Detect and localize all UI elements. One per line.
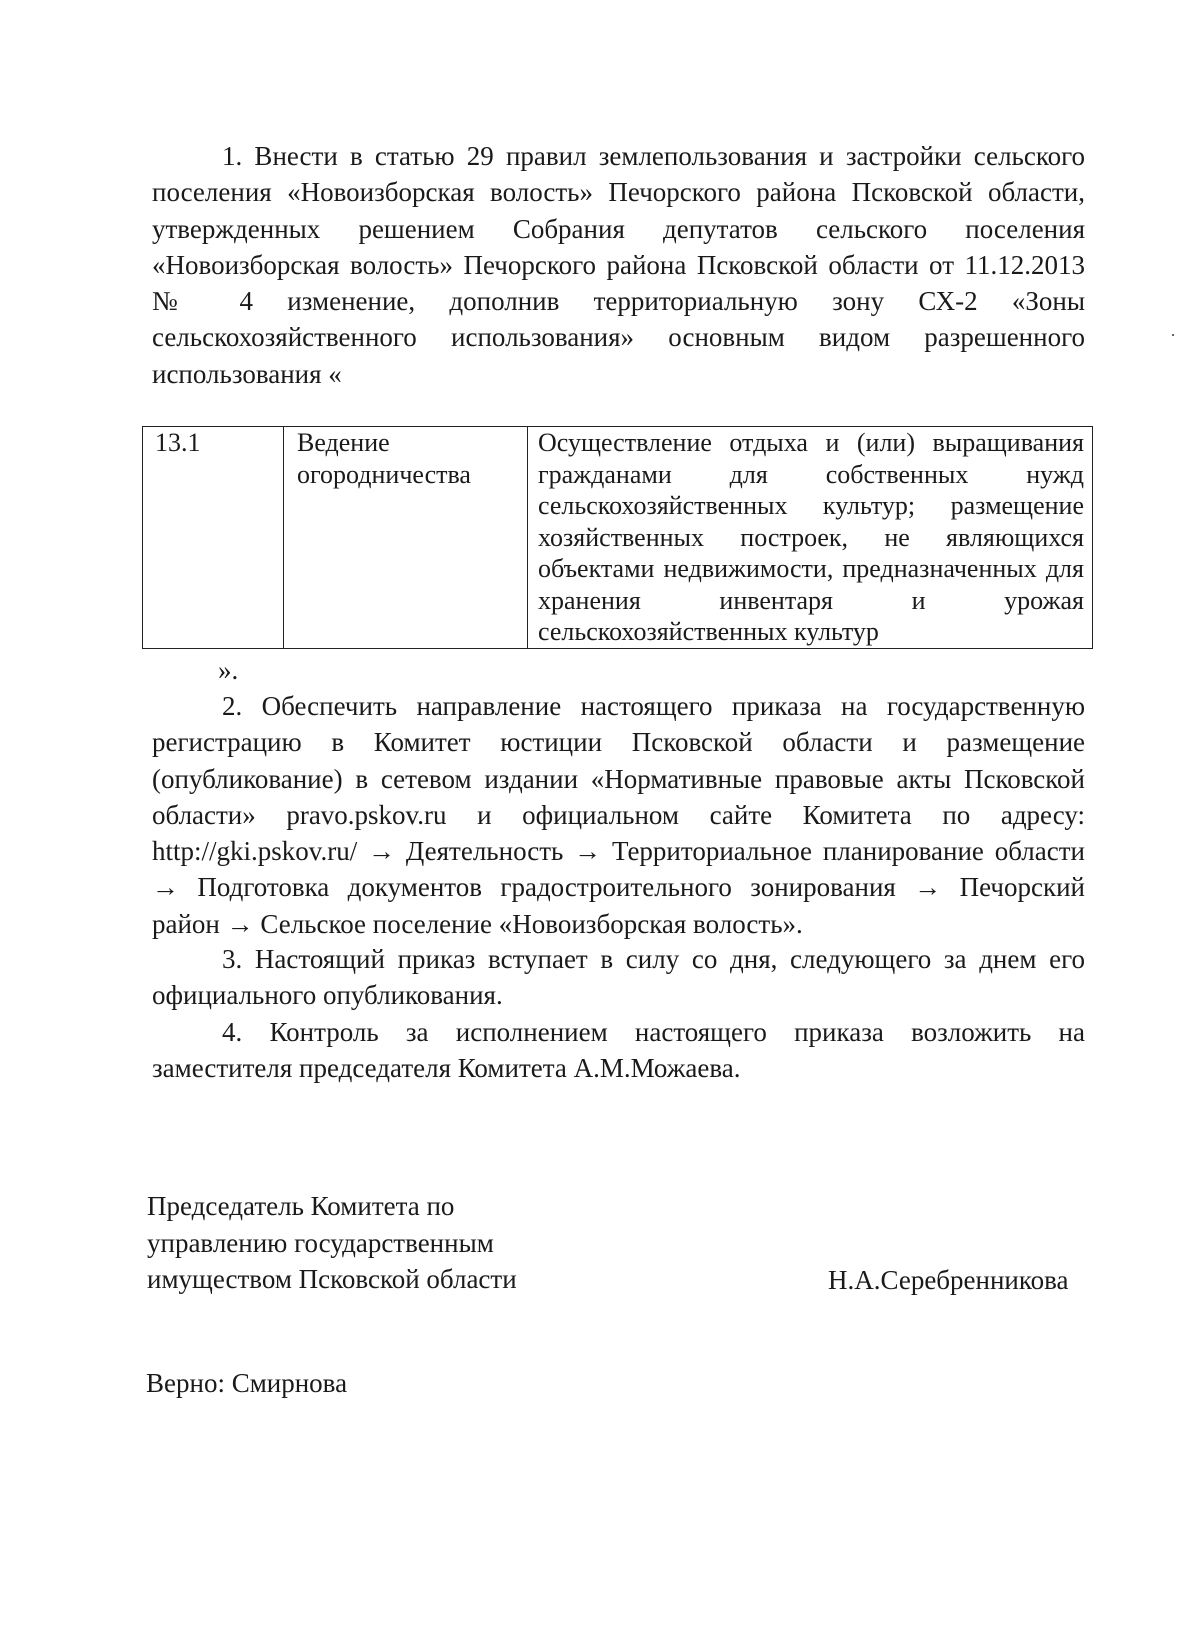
closing-quote: ». bbox=[218, 655, 239, 685]
table-cell-code: 13.1 bbox=[143, 427, 284, 649]
paragraph-4: 4. Контроль за исполнением настоящего приказа возложить на заместителя председателя Комитета А.М.Можаева. bbox=[152, 1017, 1085, 1084]
verification-note: Верно: Смирнова bbox=[146, 1368, 348, 1398]
land-use-table bbox=[142, 426, 1093, 649]
paragraph-2: 2. Обеспечить направление настоящего приказа на государственную регистрацию в Комитет юстиции Псковской области и размещение (опубликование) в сетевом издании «Нормативные правовые акты Псковской области» pravo.pskov.ru и официальном сайте Комитета по адресу: http://gki.pskov.ru/ → Деятельность → Территориальное планирование области → Подготовка документов градостроительного зонирования → Печорский район → Сельское поселение «Новоизборская волость». bbox=[152, 691, 1085, 939]
paragraph-3: 3. Настоящий приказ вступает в силу со дня, следующего за днем его официального опубликования. bbox=[152, 944, 1085, 1011]
signatory-position bbox=[147, 1188, 517, 1298]
table-cell-name: Ведение огородничества bbox=[284, 427, 528, 649]
table-row bbox=[143, 427, 1093, 649]
signatory-position-line: Председатель Комитета по bbox=[147, 1191, 455, 1221]
paragraph-1: 1. Внести в статью 29 правил землепользования и застройки сельского поселения «Новоизборская волость» Печорского района Псковской области, утвержденных решением Собрания депутатов сельского поселения «Новоизборская волость» Печорского района Псковской области от 11.12.2013 № 4 изменение, дополнив территориальную зону СХ-2 «Зоны сельскохозяйственного использования» основным видом разрешенного использования « bbox=[152, 141, 1085, 389]
signatory-position-line: управлению государственным bbox=[147, 1227, 494, 1258]
signatory-name: Н.А.Серебренникова bbox=[828, 1265, 1069, 1295]
signatory-position-line: имуществом Псковской области bbox=[147, 1264, 517, 1294]
scan-speck bbox=[1172, 334, 1174, 336]
table-cell-description: Осуществление отдыха и (или) выращивания гражданами для собственных нужд сельскохозяйственных культур; размещение хозяйственных построек, не являющихся объектами недвижимости, предназначенных для хранения инвентаря и урожая сельскохозяйственных культур bbox=[528, 427, 1093, 649]
